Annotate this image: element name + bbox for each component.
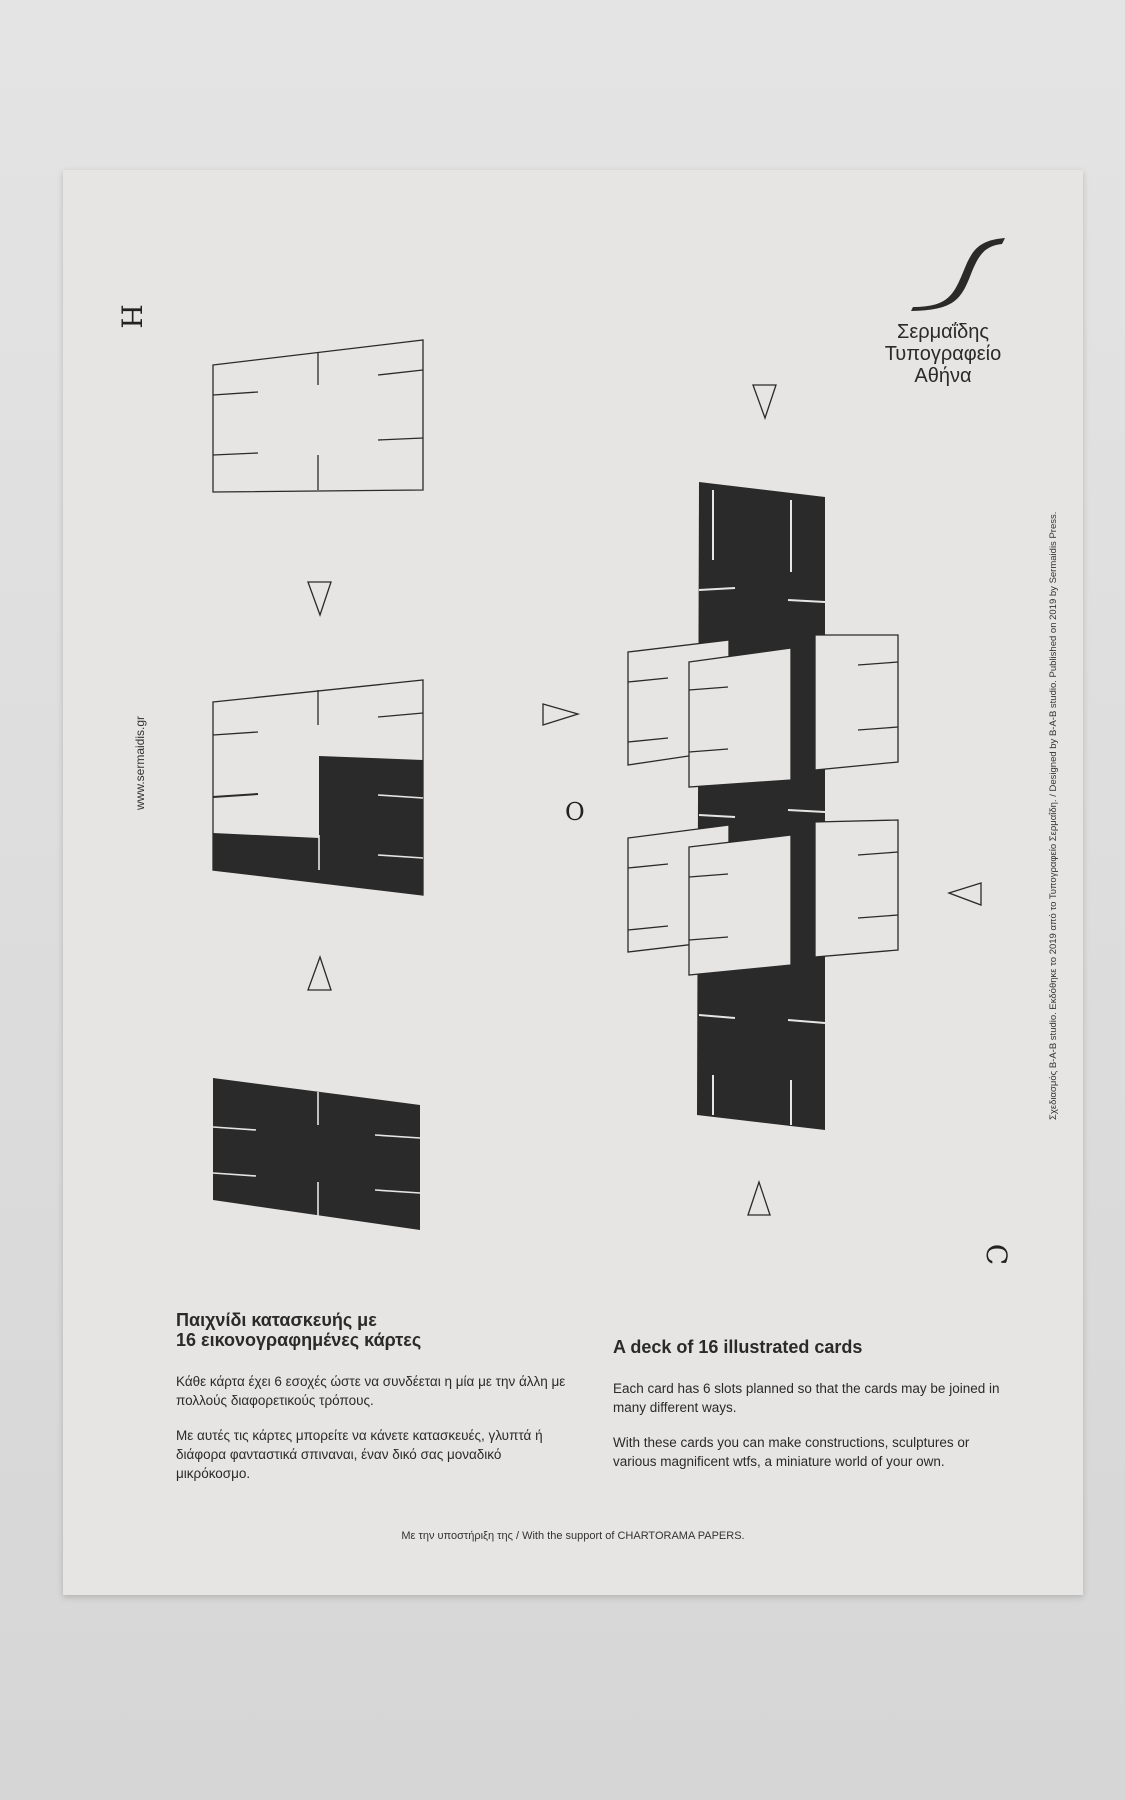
logo-line: Σερμαΐδης	[896, 321, 990, 343]
greek-title-line: 16 εικονογραφημένες κάρτες	[176, 1330, 422, 1350]
arrow-down-icon	[753, 385, 776, 418]
greek-paragraph-1: Κάθε κάρτα έχει 6 εσοχές ώστε να συνδέεται η μία με την άλλη με πολλούς διαφορετικούς τρόπους.	[176, 1374, 566, 1408]
arrow-up-icon	[748, 1182, 770, 1215]
logo-line: Τυπογραφείο	[884, 343, 1002, 365]
website-url: www.sermaidis.gr	[133, 715, 147, 810]
greek-paragraph-2: Με αυτές τις κάρτες μπορείτε να κάνετε κατασκευές, γλυπτά ή διάφορα φανταστικά σπιναναι, έναν δικό σας μοναδικό μικρόκοσμο.	[176, 1428, 543, 1481]
letter-o: O	[565, 798, 585, 826]
english-description	[613, 1337, 1003, 1487]
credits-line: Σχεδιασμός B-A-B studio. Εκδόθηκε το 2019 από το Τυπογραφείο Σερμαΐδη. / Designed by B-A-B studio. Published on 2019 by Sermaidis Press.	[1048, 511, 1059, 1120]
tower-construction	[628, 482, 898, 1130]
logo-wordmark	[823, 321, 1063, 387]
arrow-right-icon	[543, 704, 578, 725]
arrow-left-icon	[949, 883, 981, 905]
arrow-up-icon	[308, 957, 331, 990]
card-dark-bottom	[213, 1078, 420, 1230]
letter-c: C	[980, 1243, 1014, 1266]
card-half-dark	[213, 680, 423, 895]
greek-title	[176, 1310, 566, 1350]
letter-h: H	[114, 304, 148, 329]
english-paragraph-2: With these cards you can make constructions, sculptures or various magnificent wtfs, a miniature world of your own.	[613, 1435, 970, 1469]
support-footer: Με την υποστήριξη της / With the support of CHARTORAMA PAPERS.	[401, 1530, 745, 1542]
sermaidis-logo-icon	[909, 232, 1009, 312]
greek-title-line: Παιχνίδι κατασκευής με	[176, 1310, 377, 1330]
english-paragraph-1: Each card has 6 slots planned so that the cards may be joined in many different ways.	[613, 1381, 1000, 1415]
logo-line: Αθήνα	[914, 365, 972, 387]
arrow-down-icon	[308, 582, 331, 615]
greek-description	[176, 1310, 566, 1499]
english-title: A deck of 16 illustrated cards	[613, 1337, 863, 1357]
poster-sheet	[63, 170, 1083, 1595]
